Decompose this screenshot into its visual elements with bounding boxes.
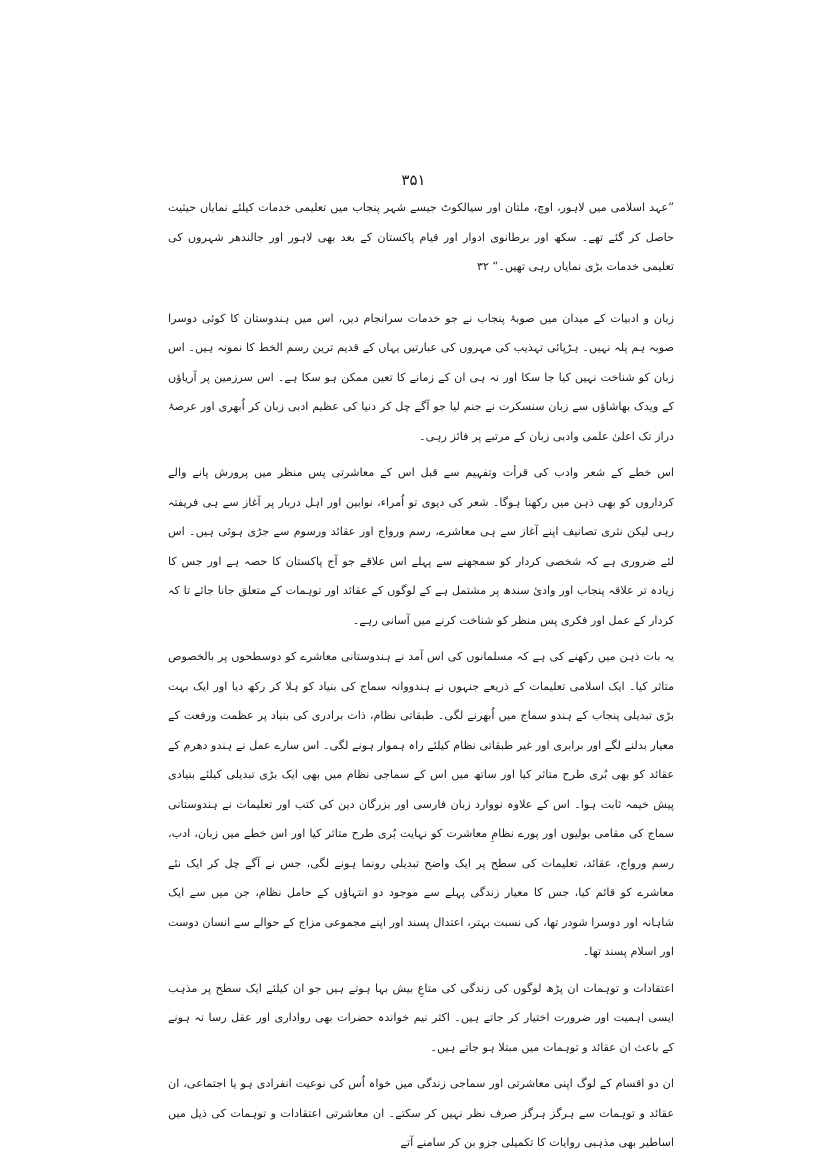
block-quote: ”عہد اسلامی میں لاہور، اوچ، ملتان اور سیالکوٹ جیسے شہر پنجاب میں تعلیمی خدمات کیلئے نمایاں حیثیت حاصل کر گئے تھے۔ سکھ اور برطانوی ادوار اور قیام پاکستان کے بعد بھی لاہور اور جالندھر شہروں کی تعلیمی خدمات بڑی نمایاں رہی تھیں۔“ ۳۲ (168, 201, 674, 273)
paragraph-4: اعتقادات و توہمات ان پڑھ لوگوں کی زندگی کی متاعِ بیش بہا ہوتے ہیں جو ان کیلئے ایک سطح پر مذہب ایسی اہمیت اور ضرورت اختیار کر جاتے ہیں۔ اکثر نیم خواندہ حضرات بھی رواداری اور عقل رسا نہ ہونے کے باعث ان عقائد و توہمات میں مبتلا ہو جاتے ہیں۔ (168, 981, 674, 1054)
paragraph-5: ان دو اقسام کے لوگ اپنی معاشرتی اور سماجی زندگی میں خواہ اُس کی نوعیت انفرادی ہو یا اجتماعی، ان عقائد و توہمات سے ہرگز ہرگز صرف نظر نہیں کر سکتے۔ ان معاشرتی اعتقادات و توہمات کی ذیل میں اساطیر بھی مذہبی روایات کا تکمیلی جزو بن کر سامنے آتے (168, 1077, 674, 1149)
page-number: ۳۵۱ (401, 171, 426, 189)
page-body (168, 193, 674, 1165)
paragraph-2: اس خطے کے شعر وادب کی قرأت وتفہیم سے قبل اس کے معاشرتی پس منظر میں پرورش پانے والے کرداروں کو بھی ذہن میں رکھنا ہوگا۔ شعر کی دیوی تو اُمراء، نوابین اور اہل دربار پر آغاز سے ہی فریفتہ رہی لیکن نثری تصانیف اپنے آغاز سے ہی معاشرے، رسم ورواج اور عقائد ورسوم سے جڑی ہوئی ہیں۔ اس لئے ضروری ہے کہ شخصی کردار کو سمجھنے سے پہلے اس علاقے جو آج پاکستان کا حصہ ہے اور جس کا زیادہ تر علاقہ پنجاب اور وادیٔ سندھ پر مشتمل ہے کے لوگوں کے عقائد اور توہمات کے متعلق جانا جائے تا کہ کردار کے عمل اور فکری پس منظر کو شناخت کرنے میں آسانی رہے۔ (168, 466, 674, 627)
paragraph-1: زبان و ادبیات کے میدان میں صوبۂ پنجاب نے جو خدمات سرانجام دیں، اس میں ہندوستان کا کوئی دوسرا صوبہ ہم پلہ نہیں۔ ہڑپائی تہذیب کی مہروں کی عبارتیں یہاں کے قدیم ترین رسم الخط کا نمونہ ہیں۔ اس زبان کو شناخت نہیں کیا جا سکا اور نہ ہی ان کے زمانے کا تعین ممکن ہو سکا ہے۔ اس سرزمین پر آریاؤں کے ویدک بھاشاؤں سے زبان سنسکرت نے جنم لیا جو آگے چل کر دنیا کی عظیم ادبی زبان کر اُبھری اور عرصۂ دراز تک اعلیٰ علمی وادبی زبان کے مرتبے پر فائز رہی۔ (168, 311, 674, 443)
paragraph-3: یہ بات ذہن میں رکھنے کی ہے کہ مسلمانوں کی اس آمد نے ہندوستانی معاشرے کو دوسطحوں پر بالخصوص متاثر کیا۔ ایک اسلامی تعلیمات کے ذریعے جنہوں نے ہندووانہ سماج کی بنیاد کو ہلا کر رکھ دیا اور ایک بہت بڑی تبدیلی پنجاب کے ہندو سماج میں اُبھرنے لگی۔ طبقاتی نظام، ذات برادری کی بنیاد پر عظمت ورفعت کے معیار بدلنے لگے اور برابری اور غیر طبقاتی نظام کیلئے راہ ہموار ہونے لگی۔ اس سارے عمل نے ہندو دھرم کے عقائد کو بھی بُری طرح متاثر کیا اور ساتھ میں اس کے سماجی نظام میں بھی ایک بڑی تبدیلی کیلئے بنیادی پیش خیمہ ثابت ہوا۔ اس کے علاوہ نووارد زبان فارسی اور بزرگان دین کی کتب اور تعلیمات نے ہندوستانی سماج کی مقامی بولیوں اور پورے نظامِ معاشرت کو نہایت بُری طرح متاثر کیا اور اس خطے میں زبان، ادب، رسم ورواج، عقائد، تعلیمات کی سطح پر ایک واضح تبدیلی رونما ہونے لگی، جس نے آگے چل کر ایک نئے معاشرے کو قائم کیا، جس کا معیار زندگی پہلے سے موجود دو انتہاؤں کے حامل نظام، جن میں سے ایک شاہانہ اور دوسرا شودر تھا، کی نسبت بہتر، اعتدال پسند اور اپنے مجموعی مزاج کے حوالے سے انسان دوست اور اسلام پسند تھا۔ (168, 650, 674, 958)
